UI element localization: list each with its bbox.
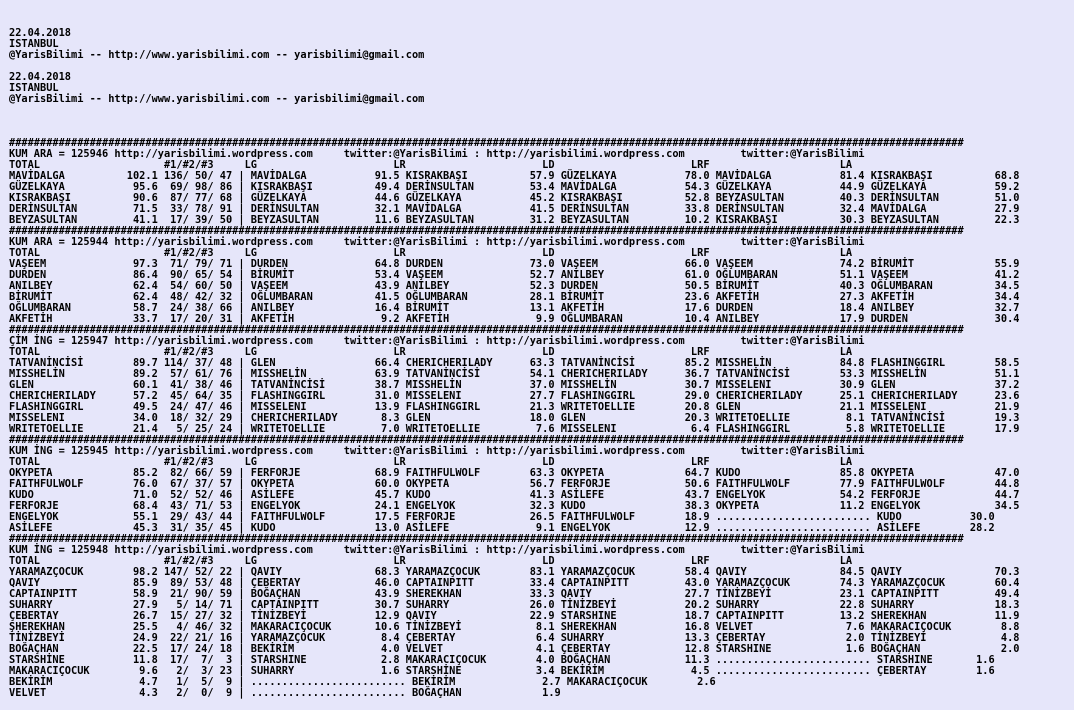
column-header: TOTAL #1/#2/#3 LG LR LD LRF LA <box>9 456 853 468</box>
table-row: MAKARACIÇOCUK 9.6 2/ 3/ 23 | SUHARRY 1.6 STARSHİNE 3.4 BEKİRİM 4.5 ......................... ÇEBERTAY 1.6 <box>9 665 995 677</box>
table-row: FERFORJE 68.4 43/ 71/ 53 | ENGELYOK 24.1 ENGELYOK 32.3 KUDO 38.3 OKYPETA 11.2 ENGELYOK 34.5 <box>9 500 1020 512</box>
table-row: FLASHINGGIRL 49.5 24/ 47/ 46 | MISSELENI 13.9 FLASHINGGIRL 21.3 WRITETOELLIE 20.8 GLEN 21.1 MISSELENI 21.9 <box>9 401 1020 413</box>
table-row: OKYPETA 85.2 82/ 66/ 59 | FERFORJE 68.9 FAITHFULWOLF 63.3 OKYPETA 64.7 KUDO 85.8 OKYPETA 47.0 <box>9 467 1020 479</box>
header-block <box>9 72 1074 105</box>
race-table <box>9 226 1074 325</box>
column-header: TOTAL #1/#2/#3 LG LR LD LRF LA <box>9 555 853 567</box>
race-title: KUM İNG = 125945 http://yarisbilimi.wordpress.com twitter:@YarisBilimi : http://yarisbilimi.wordpress.com twitter:@YarisBilimi <box>9 445 865 457</box>
header-contact: @YarisBilimi -- http://www.yarisbilimi.com -- yarisbilimi@gmail.com <box>9 49 425 61</box>
table-row: VELVET 4.3 2/ 0/ 9 | ......................... BOĞAÇHAN 1.9 <box>9 687 561 699</box>
table-row: DERİNSULTAN 71.5 33/ 78/ 91 | DERİNSULTAN 32.1 MAVİDALGA 41.5 DERİNSULTAN 33.8 DERİNSULTAN 32.4 MAVİDALGA 27.9 <box>9 203 1020 215</box>
table-row: ŞHEREKHAN 25.5 4/ 46/ 32 | MAKARACIÇOCUK 10.6 TİNİZBEYİ 8.1 SHEREKHAN 16.8 VELVET 7.6 MAKARACIÇOCUK 8.8 <box>9 621 1020 633</box>
separator-line: ########################################################################################################################################################## <box>9 434 964 446</box>
header-date: 22.04.2018 <box>9 27 71 39</box>
header-date: 22.04.2018 <box>9 71 71 83</box>
header-block <box>9 28 1074 61</box>
blank-line <box>9 105 1074 116</box>
race-table <box>9 325 1074 435</box>
header-city: ISTANBUL <box>9 82 59 94</box>
table-row: STARSHİNE 11.8 17/ 7/ 3 | STARSHINE 2.8 MAKARACIÇOCUK 4.0 BOĞAÇHAN 11.3 ......................... STARSHINE 1.6 <box>9 654 995 666</box>
table-row: GLEN 60.1 41/ 38/ 46 | TATVANİNCİSİ 38.7 MISSHELİN 37.0 MISSHELİN 30.7 MISSELENI 30.9 GLEN 37.2 <box>9 379 1020 391</box>
table-row: BİRUMİT 62.4 48/ 42/ 32 | OĞLUMBARAN 41.5 OĞLUMBARAN 28.1 BİRUMİT 23.6 AKFETİH 27.3 AKFETİH 34.4 <box>9 291 1020 303</box>
table-row: WRITETOELLIE 21.4 5/ 25/ 24 | WRITETOELLIE 7.0 WRITETOELLIE 7.6 MISSELENI 6.4 FLASHINGGIRL 5.8 WRITETOELLIE 17.9 <box>9 423 1020 435</box>
separator-line: ########################################################################################################################################################## <box>9 137 964 149</box>
table-row: MISSHELİN 89.2 57/ 61/ 76 | MISSHELİN 63.9 TATVANİNCİSİ 54.1 CHERICHERILADY 36.7 TATVANİNCİSİ 53.3 MISSHELİN 51.1 <box>9 368 1020 380</box>
table-row: AKFETİH 33.7 17/ 20/ 31 | AKFETİH 9.2 AKFETİH 9.9 OĞLUMBARAN 10.4 ANILBEY 17.9 DURDEN 30.4 <box>9 313 1020 325</box>
race-title: KUM ARA = 125944 http://yarisbilimi.wordpress.com twitter:@YarisBilimi : http://yarisbilimi.wordpress.com twitter:@YarisBilimi <box>9 236 865 248</box>
table-row: TATVANİNCİSİ 89.7 114/ 37/ 48 | GLEN 66.4 CHERICHERILADY 63.3 TATVANİNCİSİ 85.2 MISSHELİN 84.8 FLASHINGGIRL 58.5 <box>9 357 1020 369</box>
table-row: MISSELENI 34.0 18/ 32/ 29 | CHERICHERILADY 8.3 GLEN 18.0 GLEN 20.3 WRITETOELLIE 8.1 TATVANİNCİSİ 19.3 <box>9 412 1020 424</box>
table-row: MAVİDALGA 102.1 136/ 50/ 47 | MAVİDALGA 91.5 KISRAKBAŞI 57.9 GÜZELKAYA 78.0 MAVİDALGA 81.4 KISRAKBAŞI 68.8 <box>9 170 1020 182</box>
table-row: ÇEBERTAY 26.7 15/ 27/ 32 | TİNİZBEYİ 12.9 QAVIY 22.9 STARSHINE 18.7 CAPTAINPITT 13.2 SHEREKHAN 11.9 <box>9 610 1020 622</box>
table-row: KUDO 71.0 52/ 52/ 46 | ASİLEFE 45.7 KUDO 41.3 ASİLEFE 43.7 ENGELYOK 54.2 FERFORJE 44.7 <box>9 489 1020 501</box>
race-title: ÇİM İNG = 125947 http://yarisbilimi.wordpress.com twitter:@YarisBilimi : http://yarisbilimi.wordpress.com twitter:@YarisBilimi <box>9 335 865 347</box>
race-table <box>9 534 1074 699</box>
table-row: CAPTAINPITT 58.9 21/ 90/ 59 | BOĞAÇHAN 43.9 SHEREKHAN 33.3 QAVIY 27.7 TİNİZBEYİ 23.1 CAPTAINPITT 49.4 <box>9 588 1020 600</box>
column-header: TOTAL #1/#2/#3 LG LR LD LRF LA <box>9 346 853 358</box>
table-row: CHERICHERILADY 57.2 45/ 64/ 35 | FLASHINGGIRL 31.0 MISSELENI 27.7 FLASHINGGIRL 29.0 CHERICHERILADY 25.1 CHERICHERILADY 23.6 <box>9 390 1020 402</box>
column-header: TOTAL #1/#2/#3 LG LR LD LRF LA <box>9 247 853 259</box>
column-header: TOTAL #1/#2/#3 LG LR LD LRF LA <box>9 159 853 171</box>
table-row: QAVIY 85.9 89/ 53/ 48 | ÇEBERTAY 46.0 CAPTAINPITT 33.4 CAPTAINPITT 43.0 YARAMAZÇOCUK 74.3 YARAMAZÇOCUK 60.4 <box>9 577 1020 589</box>
table-row: BEKİRİM 4.7 1/ 5/ 9 | ......................... BEKİRİM 2.7 MAKARACIÇOCUK 2.6 <box>9 676 716 688</box>
table-row: FAITHFULWOLF 76.0 67/ 37/ 57 | OKYPETA 60.0 OKYPETA 56.7 FERFORJE 50.6 FAITHFULWOLF 77.9 FAITHFULWOLF 44.8 <box>9 478 1020 490</box>
table-row: VAŞEEM 97.3 71/ 79/ 71 | DURDEN 64.8 DURDEN 73.0 VAŞEEM 66.0 VAŞEEM 74.2 BİRUMİT 55.9 <box>9 258 1020 270</box>
header-city: ISTANBUL <box>9 38 59 50</box>
race-title: KUM ARA = 125946 http://yarisbilimi.wordpress.com twitter:@YarisBilimi : http://yarisbilimi.wordpress.com twitter:@YarisBilimi <box>9 148 865 160</box>
table-row: KISRAKBAŞI 90.6 87/ 77/ 68 | GÜZELKAYA 44.6 GÜZELKAYA 45.2 KISRAKBAŞI 52.8 BEYZASULTAN 40.3 DERİNSULTAN 51.0 <box>9 192 1020 204</box>
race-tables <box>9 138 1074 699</box>
separator-line: ########################################################################################################################################################## <box>9 533 964 545</box>
table-row: ANILBEY 62.4 54/ 60/ 50 | VAŞEEM 43.9 ANILBEY 52.3 DURDEN 50.5 BİRUMİT 40.3 OĞLUMBARAN 34.5 <box>9 280 1020 292</box>
header-section <box>9 28 1074 116</box>
table-row: YARAMAZÇOCUK 98.2 147/ 52/ 22 | QAVIY 68.3 YARAMAZÇOCUK 83.1 YARAMAZÇOCUK 58.4 QAVIY 84.5 QAVIY 70.3 <box>9 566 1020 578</box>
table-row: ENGELYOK 55.1 29/ 43/ 44 | FAITHFULWOLF 17.5 FERFORJE 26.5 FAITHFULWOLF 18.9 ......................... KUDO 30.0 <box>9 511 995 523</box>
race-table <box>9 138 1074 226</box>
table-row: TİNİZBEYİ 24.9 22/ 21/ 16 | YARAMAZÇOCUK 8.4 ÇEBERTAY 6.4 SUHARRY 13.3 ÇEBERTAY 2.0 TİNİZBEYİ 4.8 <box>9 632 1020 644</box>
table-row: ASİLEFE 45.3 31/ 35/ 45 | KUDO 13.0 ASİLEFE 9.1 ENGELYOK 12.9 ......................... ASİLEFE 28.2 <box>9 522 995 534</box>
header-contact: @YarisBilimi -- http://www.yarisbilimi.com -- yarisbilimi@gmail.com <box>9 93 425 105</box>
race-table <box>9 435 1074 534</box>
race-title: KUM İNG = 125948 http://yarisbilimi.wordpress.com twitter:@YarisBilimi : http://yarisbilimi.wordpress.com twitter:@YarisBilimi <box>9 544 865 556</box>
table-row: DURDEN 86.4 90/ 65/ 54 | BİRUMİT 53.4 VAŞEEM 52.7 ANILBEY 61.0 OĞLUMBARAN 51.1 VAŞEEM 41.2 <box>9 269 1020 281</box>
separator-line: ########################################################################################################################################################## <box>9 225 964 237</box>
separator-line: ########################################################################################################################################################## <box>9 324 964 336</box>
table-row: BEYZASULTAN 41.1 17/ 39/ 50 | BEYZASULTAN 11.6 BEYZASULTAN 31.2 BEYZASULTAN 10.2 KISRAKBAŞI 30.3 BEYZASULTAN 22.3 <box>9 214 1020 226</box>
table-row: SUHARRY 27.9 5/ 14/ 71 | CAPTAINPITT 30.7 SUHARRY 26.0 TİNİZBEYİ 20.2 SUHARRY 22.8 SUHARRY 18.3 <box>9 599 1020 611</box>
table-row: GÜZELKAYA 95.6 69/ 98/ 86 | KISRAKBAŞI 49.4 DERİNSULTAN 53.4 MAVİDALGA 54.3 GÜZELKAYA 44.9 GÜZELKAYA 59.2 <box>9 181 1020 193</box>
table-row: OĞLUMBARAN 58.7 24/ 38/ 66 | ANILBEY 16.4 BİRUMİT 13.1 AKFETİH 17.6 DURDEN 18.4 ANILBEY 32.7 <box>9 302 1020 314</box>
table-row: BOĞAÇHAN 22.5 17/ 24/ 18 | BEKİRİM 4.0 VELVET 4.1 ÇEBERTAY 12.8 STARSHINE 1.6 BOĞAÇHAN 2.0 <box>9 643 1020 655</box>
blank-line <box>9 61 1074 72</box>
